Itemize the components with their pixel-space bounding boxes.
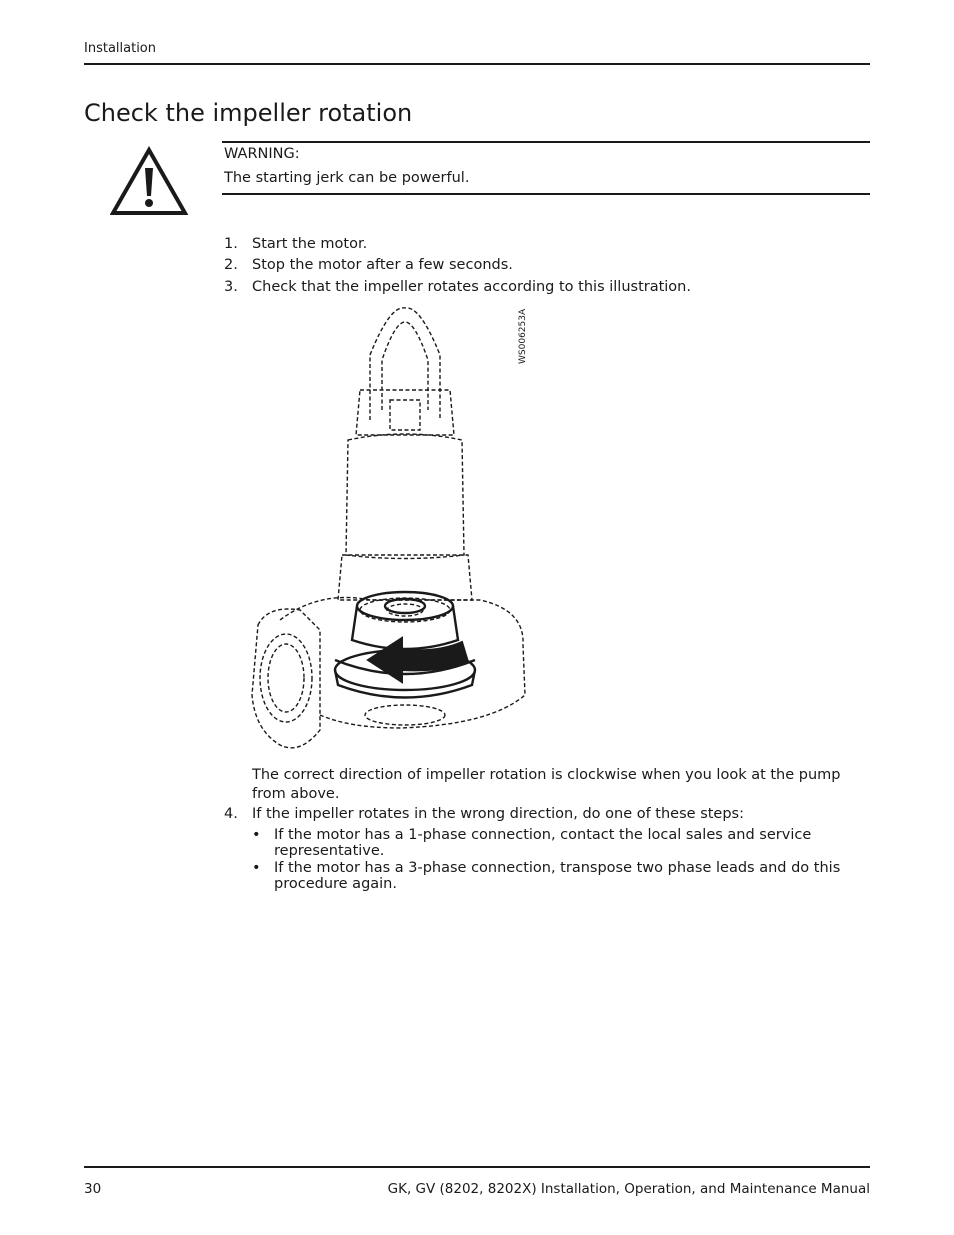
warning-top-rule [222,141,870,143]
rotation-description: The correct direction of impeller rotation is clockwise when you look at the pump from above. [252,767,841,802]
step-text: Start the motor. [252,236,368,252]
warning-triangle-icon [110,146,188,216]
step-text: Check that the impeller rotates according to this illustration. [252,279,691,295]
header-rule [84,63,870,65]
step-text: Stop the motor after a few seconds. [252,257,513,273]
bullet-text: If the motor has a 3-phase connection, transpose two phase leads and do this procedure again. [274,860,841,892]
manual-title: GK, GV (8202, 8202X) Installation, Operation, and Maintenance Manual [387,1181,870,1197]
bullet-text: If the motor has a 1-phase connection, contact the local sales and service representative. [274,827,812,859]
step-text: If the impeller rotates in the wrong direction, do one of these steps: [252,806,744,822]
step-number: 2. [224,257,238,273]
step-number: 4. [224,806,238,822]
step-number: 3. [224,279,238,295]
footer-rule [84,1166,870,1168]
warning-text: The starting jerk can be powerful. [224,170,470,186]
warning-label: WARNING: [224,146,300,162]
figure-id: WS006253A [518,308,528,364]
pump-rotation-illustration [240,300,540,760]
page-title: Check the impeller rotation [84,99,413,127]
page-number: 30 [84,1181,102,1197]
section-header: Installation [84,41,157,56]
warning-bottom-rule [222,193,870,195]
step-number: 1. [224,236,238,252]
